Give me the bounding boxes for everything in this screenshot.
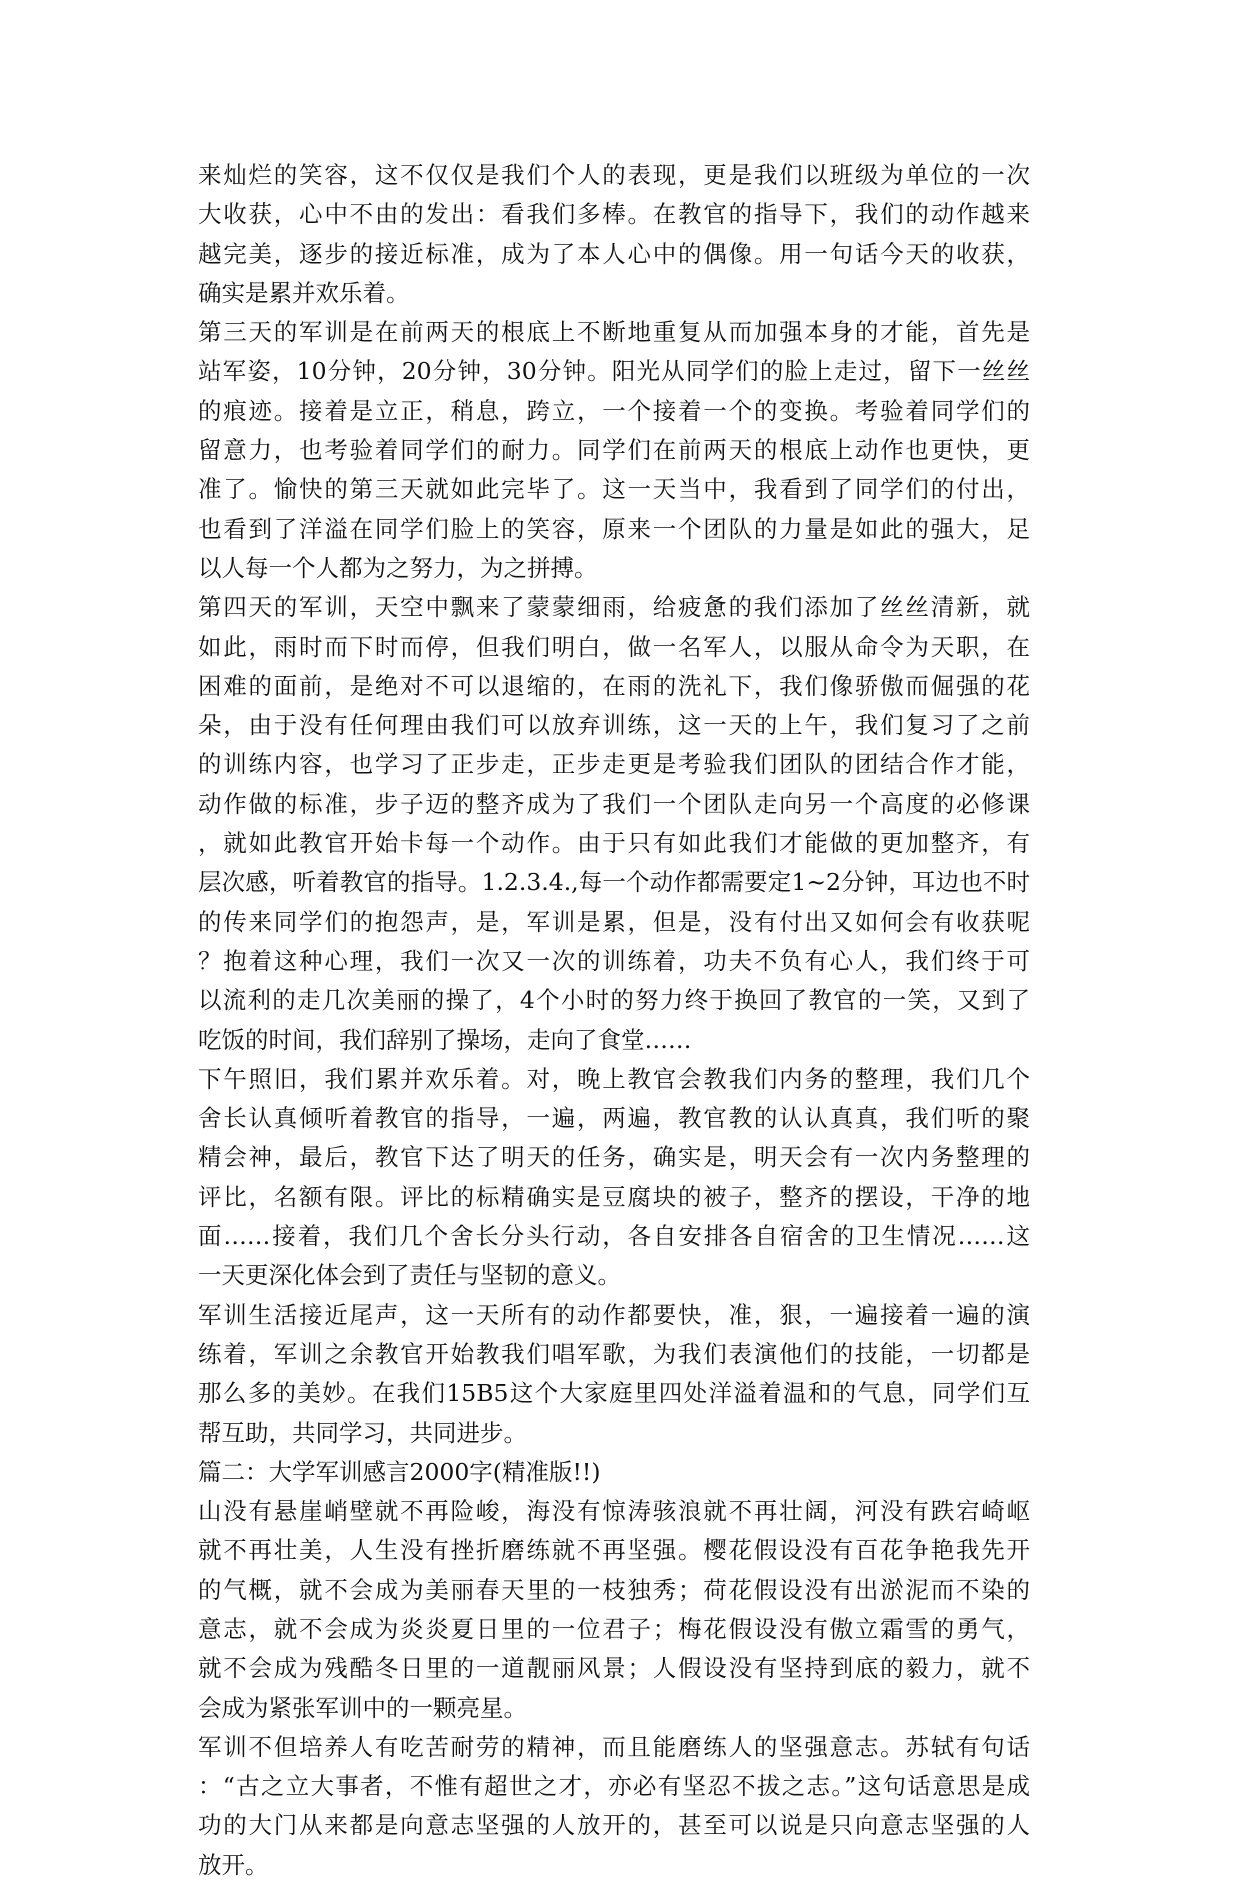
text-line: 一天更深化体会到了责任与坚韧的意义。 (198, 1261, 621, 1290)
text-line: 评比，名额有限。评比的标精确实是豆腐块的被子，整齐的摆设，干净的地 (198, 1182, 1030, 1211)
text-line: 就不会成为残酷冬日里的一道靓丽风景；人假设没有坚持到底的毅力，就不 (198, 1654, 1030, 1683)
text-line: 以人每一个人都为之努力，为之拼搏。 (198, 553, 598, 582)
text-line: 大收获，心中不由的发出：看我们多棒。在教官的指导下，我们的动作越来 (198, 200, 1030, 229)
text-line: 的训练内容，也学习了正步走，正步走更是考验我们团队的团结合作才能， (198, 750, 1030, 779)
text-line: 军训生活接近尾声，这一天所有的动作都要快，准，狠，一遍接着一遍的演 (198, 1300, 1030, 1329)
text-line: 意志，就不会成为炎炎夏日里的一位君子；梅花假设没有傲立霜雪的勇气， (198, 1614, 1030, 1643)
text-line: 层次感，听着教官的指导。1.2.3.4.,每一个动作都需要定1~2分钟，耳边也不时 (198, 868, 1030, 897)
text-line: 舍长认真倾听着教官的指导，一遍，两遍，教官教的认认真真，我们听的聚 (198, 1104, 1030, 1133)
text-line: 以流利的走几次美丽的操了，4个小时的努力终于换回了教官的一笑，又到了 (198, 986, 1030, 1015)
text-line: 的痕迹。接着是立正，稍息，跨立，一个接着一个的变换。考验着同学们的 (198, 396, 1030, 425)
text-line: 也看到了洋溢在同学们脸上的笑容，原来一个团队的力量是如此的强大，足 (198, 514, 1030, 543)
text-line: 下午照旧，我们累并欢乐着。对，晚上教官会教我们内务的整理，我们几个 (198, 1064, 1030, 1093)
text-line: 就不再壮美，人生没有挫折磨练就不再坚强。樱花假设没有百花争艳我先开 (198, 1536, 1030, 1565)
text-line: 确实是累并欢乐着。 (198, 278, 410, 307)
text-line: 帮互助，共同学习，共同进步。 (198, 1418, 527, 1447)
text-line: 山没有悬崖峭壁就不再险峻，海没有惊涛骇浪就不再壮阔，河没有跌宕崎岖 (198, 1497, 1030, 1526)
text-line: 功的大门从来都是向意志坚强的人放开的，甚至可以说是只向意志坚强的人 (198, 1811, 1030, 1840)
text-line: 留意力，也考验着同学们的耐力。同学们在前两天的根底上动作也更快，更 (198, 436, 1030, 465)
text-line: 面……接着，我们几个舍长分头行动，各自安排各自宿舍的卫生情况……这 (198, 1222, 1030, 1251)
text-line: 吃饭的时间，我们辞别了操场，走向了食堂…… (198, 1025, 692, 1054)
text-line: 越完美，逐步的接近标准，成为了本人心中的偶像。用一句话今天的收获， (198, 239, 1030, 268)
text-line: 如此，雨时而下时而停，但我们明白，做一名军人，以服从命令为天职，在 (198, 632, 1030, 661)
text-line: 第四天的军训，天空中飘来了蒙蒙细雨，给疲惫的我们添加了丝丝清新，就 (198, 593, 1030, 622)
text-line: 准了。愉快的第三天就如此完毕了。这一天当中，我看到了同学们的付出， (198, 475, 1030, 504)
section-heading: 篇二：大学军训感言2000字(精准版!!) (198, 1457, 601, 1486)
text-line: 的气概，就不会成为美丽春天里的一枝独秀；荷花假设没有出淤泥而不染的 (198, 1575, 1030, 1604)
text-line: 朵，由于没有任何理由我们可以放弃训练，这一天的上午，我们复习了之前 (198, 711, 1030, 740)
text-line: 精会神，最后，教官下达了明天的任务，确实是，明天会有一次内务整理的 (198, 1143, 1030, 1172)
text-line: 来灿烂的笑容，这不仅仅是我们个人的表现，更是我们以班级为单位的一次 (198, 161, 1030, 189)
text-line: 第三天的军训是在前两天的根底上不断地重复从而加强本身的才能，首先是 (198, 318, 1030, 347)
text-line: 放开。 (198, 1850, 269, 1879)
text-line: 动作做的标准，步子迈的整齐成为了我们一个团队走向另一个高度的必修课 (198, 789, 1030, 818)
text-line: 军训不但培养人有吃苦耐劳的精神，而且能磨练人的坚强意志。苏轼有句话 (198, 1732, 1030, 1761)
text-line: 站军姿，10分钟，20分钟，30分钟。阳光从同学们的脸上走过，留下一丝丝 (198, 357, 1030, 386)
text-line: ：“古之立大事者，不惟有超世之才，亦必有坚忍不拔之志。”这句话意思是成 (198, 1772, 1030, 1801)
text-line: ？抱着这种心理，我们一次又一次的训练着，功夫不负有心人，我们终于可 (198, 946, 1030, 975)
document-page (198, 156, 1038, 1885)
text-line: ，就如此教官开始卡每一个动作。由于只有如此我们才能做的更加整齐，有 (198, 829, 1030, 858)
text-line: 会成为紧张军训中的一颗亮星。 (198, 1693, 527, 1722)
text-line: 困难的面前，是绝对不可以退缩的，在雨的洗礼下，我们像骄傲而倔强的花 (198, 671, 1030, 700)
text-line: 练着，军训之余教官开始教我们唱军歌，为我们表演他们的技能，一切都是 (198, 1339, 1030, 1368)
text-line: 那么多的美妙。在我们15B5这个大家庭里四处洋溢着温和的气息，同学们互 (198, 1379, 1030, 1408)
text-line: 的传来同学们的抱怨声，是，军训是累，但是，没有付出又如何会有收获呢 (198, 907, 1030, 936)
